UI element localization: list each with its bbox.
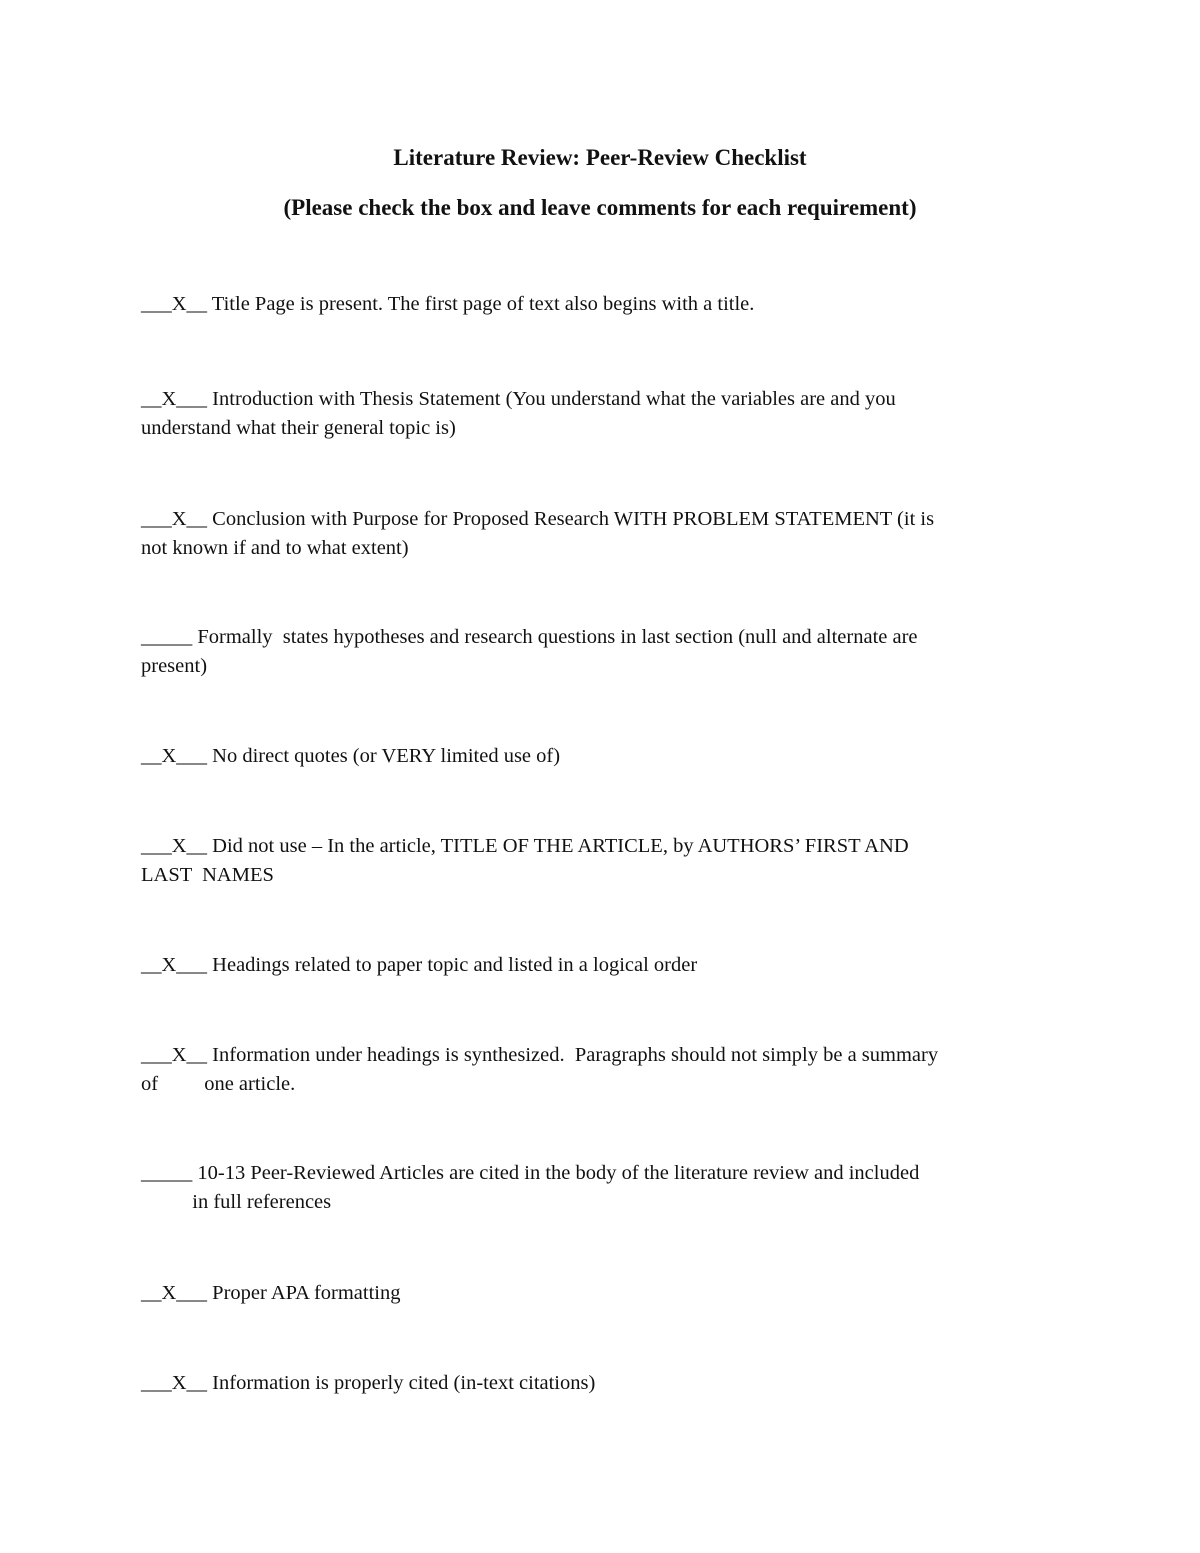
checklist-item-direct-quotes	[141, 742, 1066, 771]
checklist-item-text: __X___ No direct quotes (or VERY limited use of)	[141, 745, 561, 767]
checklist-item-headings	[141, 951, 1066, 980]
checklist-item-synthesized	[141, 1041, 1066, 1099]
checklist-item-introduction	[141, 385, 1066, 443]
checklist-item-citations	[141, 1369, 1066, 1398]
checklist-item-hypotheses	[141, 623, 1066, 681]
checklist-item-text: ___X__ Did not use – In the article, TITLE OF THE ARTICLE, by AUTHORS’ FIRST AND	[141, 835, 909, 857]
checklist-item-text: ___X__ Information is properly cited (in-text citations)	[141, 1372, 596, 1394]
checklist-item-text: not known if and to what extent)	[141, 537, 409, 559]
checklist-item-text: ___X__ Title Page is present. The first page of text also begins with a title.	[141, 293, 755, 315]
checklist-item-conclusion	[141, 505, 1066, 563]
checklist-item-text: __X___ Headings related to paper topic and listed in a logical order	[141, 954, 698, 976]
checklist-item-text: present)	[141, 655, 208, 677]
checklist-item-text: __X___ Introduction with Thesis Statement (You understand what the variables are and you	[141, 388, 896, 410]
checklist-item-text: __X___ Proper APA formatting	[141, 1282, 401, 1304]
checklist-item-text: _____ 10-13 Peer-Reviewed Articles are cited in the body of the literature review and included	[141, 1162, 920, 1184]
checklist-item-text: ___X__ Conclusion with Purpose for Proposed Research WITH PROBLEM STATEMENT (it is	[141, 508, 935, 530]
checklist-item-text: understand what their general topic is)	[141, 417, 456, 439]
checklist-item-text: LAST NAMES	[141, 864, 274, 886]
checklist-item-text: ___X__ Information under headings is synthesized. Paragraphs should not simply be a summary	[141, 1044, 939, 1066]
document-subtitle: (Please check the box and leave comments for each requirement)	[283, 195, 917, 220]
document-title: Literature Review: Peer-Review Checklist	[393, 145, 807, 170]
checklist-item-peer-reviewed-articles	[141, 1159, 1066, 1217]
checklist-item-did-not-use	[141, 832, 1066, 890]
checklist-item-text: in full references	[141, 1191, 332, 1213]
checklist-item-text: _____ Formally states hypotheses and research questions in last section (null and alternate are	[141, 626, 918, 648]
checklist-item-text: of one article.	[141, 1073, 296, 1095]
checklist-item-apa-formatting	[141, 1279, 1066, 1308]
checklist-item-title-page	[141, 290, 1066, 319]
